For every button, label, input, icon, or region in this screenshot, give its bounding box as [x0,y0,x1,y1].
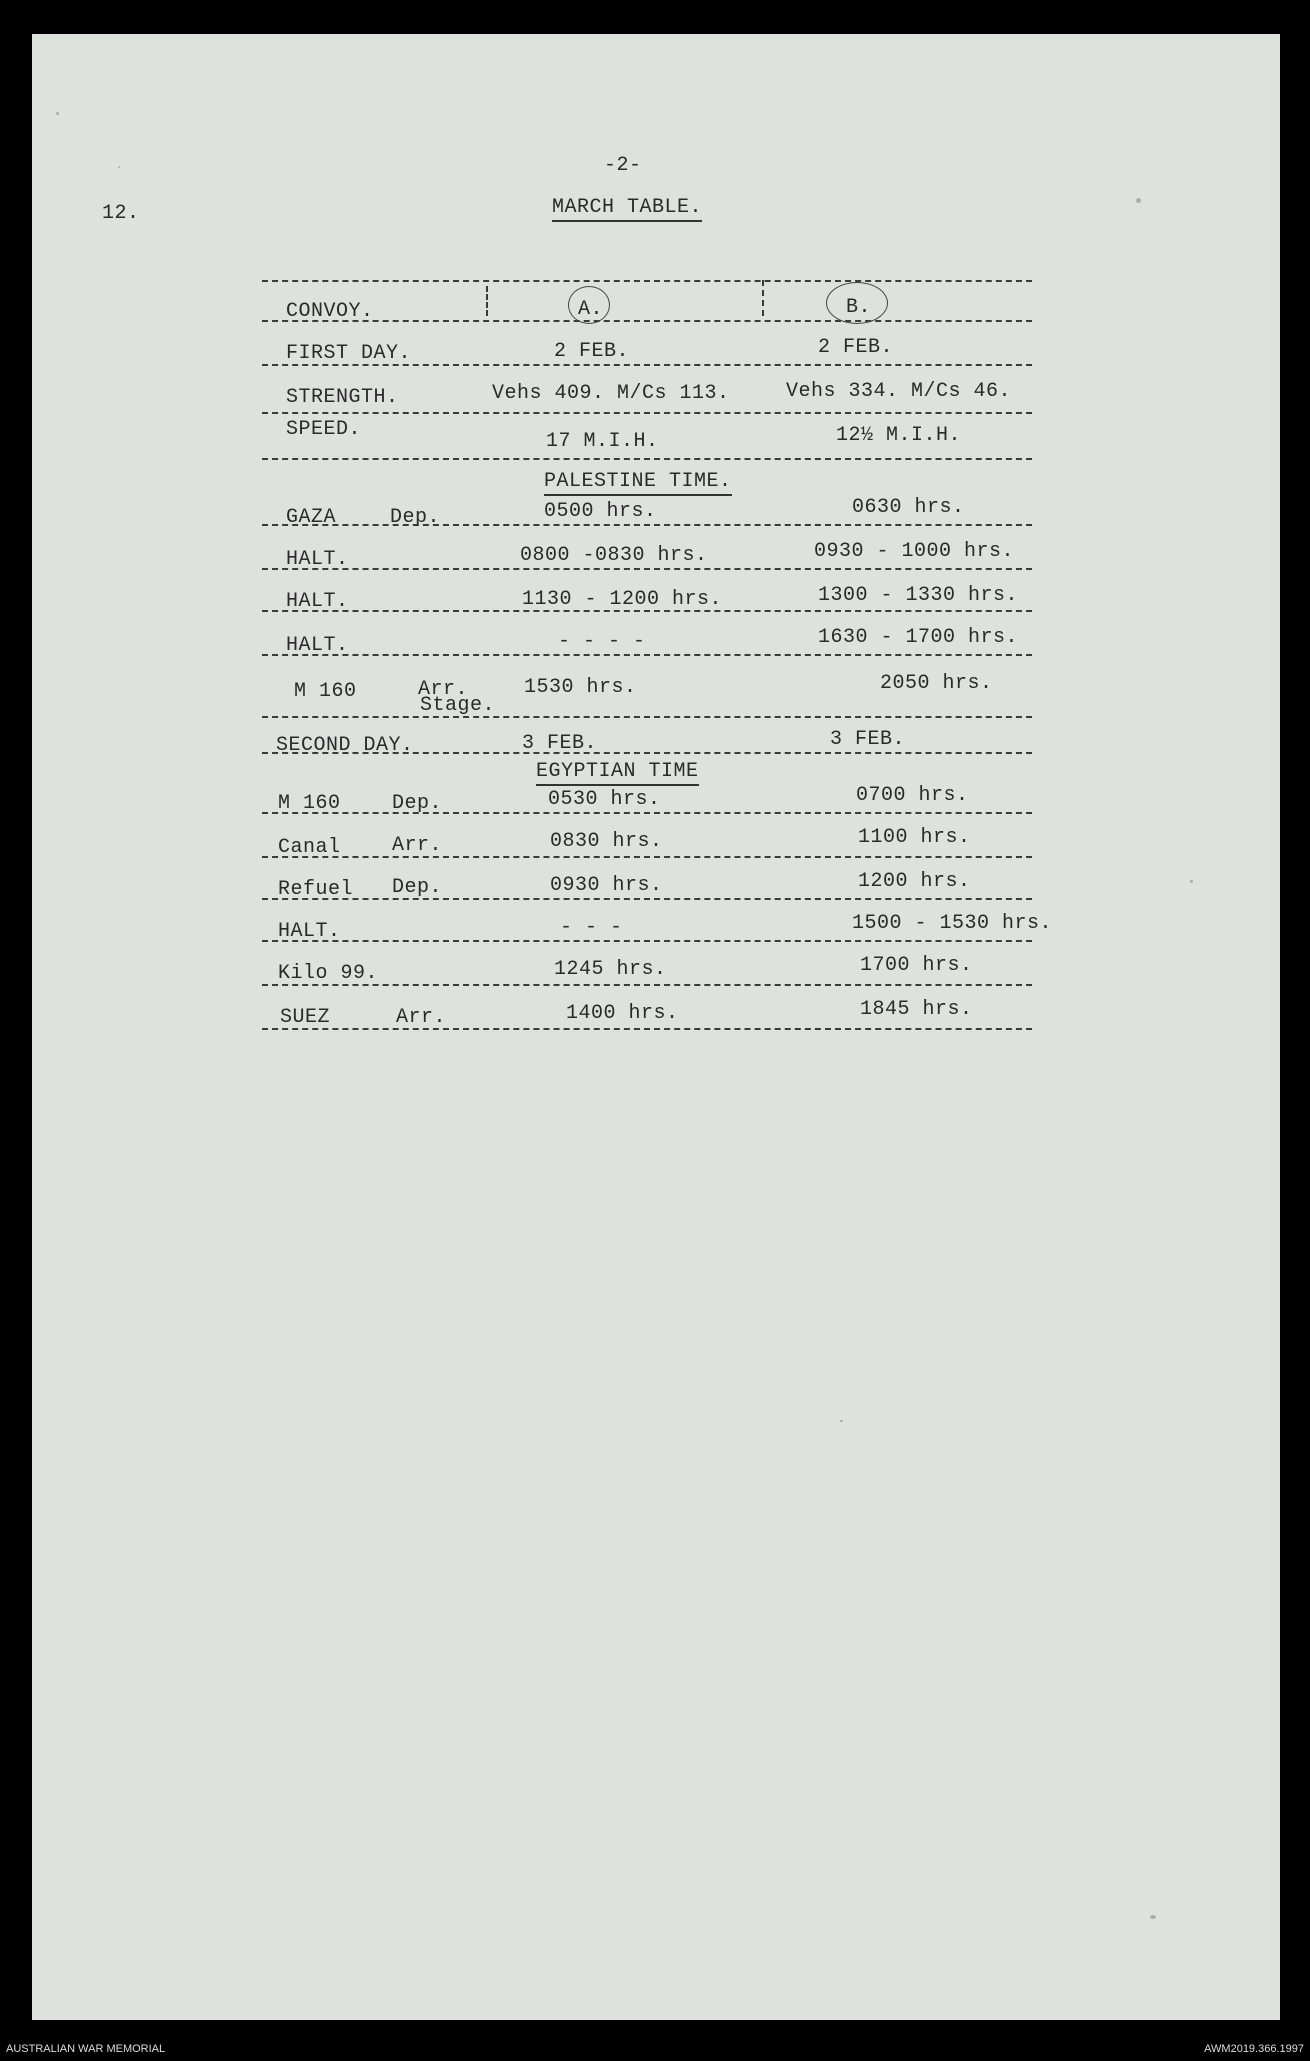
table-rule [262,716,1032,718]
egyptian-row-b: 1845 hrs. [860,998,973,1021]
first-day-b: 2 FEB. [818,336,894,359]
footer-right: AWM2019.366.1997 [1204,2043,1304,2055]
table-rule [262,898,1032,900]
table-rule [262,280,1032,282]
egyptian-row-a: 0930 hrs. [550,874,663,897]
paper-speck [56,112,59,115]
speed-b: 12½ M.I.H. [836,424,962,447]
palestine-row-action: Dep. [390,506,441,529]
m160-action: Arr. [418,678,469,701]
column-divider [486,286,488,316]
egyptian-row-place: M 160 [278,792,341,815]
page-title: MARCH TABLE. [552,196,702,222]
table-rule [262,940,1032,942]
document-page [32,34,1280,2020]
palestine-row-a: - - - - [558,630,646,653]
palestine-row-b: 1300 - 1330 hrs. [818,584,1019,607]
second-day-a: 3 FEB. [522,732,598,755]
egyptian-row-a: 1400 hrs. [566,1002,679,1025]
page-number: -2- [604,154,642,177]
egyptian-row-place: HALT. [278,920,341,943]
egyptian-row-a: 0530 hrs. [548,788,661,811]
palestine-row-place: HALT. [286,590,349,613]
paper-speck [1150,1915,1156,1919]
table-rule [262,856,1032,858]
speed-a: 17 M.I.H. [546,430,659,453]
table-rule [262,458,1032,460]
egyptian-row-a: - - - [560,916,623,939]
egyptian-row-action: Arr. [396,1006,447,1029]
table-rule [262,524,1032,526]
egyptian-row-b: 1700 hrs. [860,954,973,977]
first-day-label: FIRST DAY. [286,342,412,365]
egyptian-row-b: 1100 hrs. [858,826,971,849]
m160-action2: Stage. [420,694,496,717]
palestine-row-place: HALT. [286,548,349,571]
second-day-b: 3 FEB. [830,728,906,751]
egyptian-row-action: Dep. [392,876,443,899]
strength-label: STRENGTH. [286,386,399,409]
convoy-b: B. [846,296,872,319]
egyptian-row-b: 1500 - 1530 hrs. [852,912,1053,935]
table-rule [262,412,1032,414]
convoy-a: A. [578,298,604,321]
table-rule [262,568,1032,570]
egyptian-row-place: Canal [278,836,341,859]
paper-speck [118,166,120,168]
palestine-row-a: 0500 hrs. [544,500,657,523]
palestine-row-a: 0800 -0830 hrs. [520,544,708,567]
convoy-label: CONVOY. [286,300,374,323]
first-day-a: 2 FEB. [554,340,630,363]
m160-a: 1530 hrs. [524,676,637,699]
paper-speck [1190,880,1193,883]
egyptian-row-place: Kilo 99. [278,962,379,985]
margin-number: 12. [102,202,140,225]
palestine-row-place: HALT. [286,634,349,657]
strength-a: Vehs 409. M/Cs 113. [492,382,730,405]
strength-b: Vehs 334. M/Cs 46. [786,380,1012,403]
table-rule [262,1028,1032,1030]
table-rule [262,812,1032,814]
footer-left: AUSTRALIAN WAR MEMORIAL [6,2043,166,2055]
speed-label: SPEED. [286,418,362,441]
egyptian-row-b: 1200 hrs. [858,870,971,893]
egyptian-row-action: Arr. [392,834,443,857]
column-divider [762,280,764,316]
egyptian-row-b: 0700 hrs. [856,784,969,807]
egyptian-row-a: 0830 hrs. [550,830,663,853]
second-day-label: SECOND DAY. [276,734,414,757]
egyptian-row-place: SUEZ [280,1006,331,1029]
egyptian-row-place: Refuel [278,878,354,901]
egyptian-row-action: Dep. [392,792,443,815]
m160-place: M 160 [294,680,357,703]
m160-b: 2050 hrs. [880,672,993,695]
egyptian-heading: EGYPTIAN TIME [536,760,699,786]
paper-speck [840,1420,843,1422]
egyptian-row-a: 1245 hrs. [554,958,667,981]
palestine-row-b: 0630 hrs. [852,496,965,519]
palestine-row-b: 1630 - 1700 hrs. [818,626,1019,649]
paper-speck [1136,198,1141,203]
palestine-row-b: 0930 - 1000 hrs. [814,540,1015,563]
table-rule [262,654,1032,656]
palestine-row-place: GAZA [286,506,337,529]
table-rule [262,320,1032,322]
palestine-heading: PALESTINE TIME. [544,470,732,496]
palestine-row-a: 1130 - 1200 hrs. [522,588,723,611]
